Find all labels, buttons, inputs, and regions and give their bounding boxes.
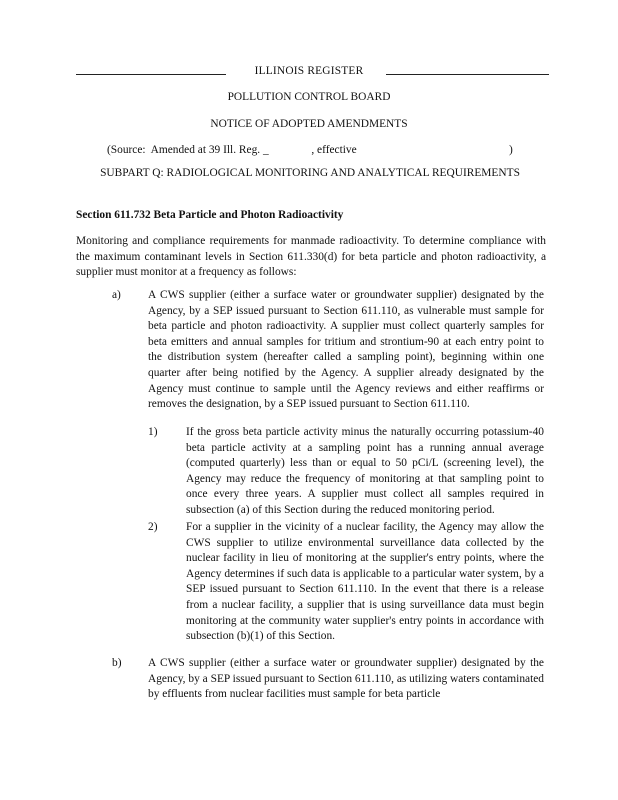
subsection-a-text: A CWS supplier (either a surface water or groundwater supplier) designated by the Agency, by a SEP issued pursuant to Section 611.110, as vulnerable must sample for beta particle and photon radioactivity. A supplier must collect quarterly samples for beta emitters and annual samples for tritium and strontium-90 at each entry point to the distribution system (hereafter called a sampling point), beginning within one quarter after being notified by the Agency. A supplier already designated by the Agency must continue to sample until the Agency reviews and either reaffirms or removes the designation, by a SEP issued pursuant to Section 611.110. bbox=[148, 289, 544, 411]
notice-title: NOTICE OF ADOPTED AMENDMENTS bbox=[210, 118, 408, 130]
item-2-text: For a supplier in the vicinity of a nuclear facility, the Agency may allow the CWS supplier to utilize environmental surveillance data collected by the nuclear facility in lieu of monitoring at the supplier's entry points, where the Agency determines if such data is applicable to a particular water system, by a SEP issued pursuant to Section 611.110. In the event that there is a release from a nuclear facility, a supplier that is using surveillance data must begin monitoring at the community water supplier's entry points in accordance with subsection (b)(1) of this Section. bbox=[186, 521, 544, 643]
subpart-heading: SUBPART Q: RADIOLOGICAL MONITORING AND ANALYTICAL REQUIREMENTS bbox=[100, 167, 520, 179]
item-2-label: 2) bbox=[148, 521, 158, 533]
item-1-text: If the gross beta particle activity minus the naturally occurring potassium-40 beta particle activity at a sampling point has a running annual average (computed quarterly) less than or equal to 50 pCi/L (screening level), the Agency may reduce the frequency of monitoring at that sampling point to once every three years. A supplier must collect all samples required in subsection (a) of this Section during the reduced monitoring period. bbox=[186, 426, 544, 516]
item-1-label: 1) bbox=[148, 426, 158, 438]
subsection-a-label: a) bbox=[112, 289, 121, 301]
subsection-b-label: b) bbox=[112, 657, 122, 669]
board-title: POLLUTION CONTROL BOARD bbox=[227, 91, 391, 103]
source-note: (Source: Amended at 39 Ill. Reg. _ , effective bbox=[107, 144, 357, 156]
register-title: ILLINOIS REGISTER bbox=[254, 65, 364, 77]
section-heading: Section 611.732 Beta Particle and Photon Radioactivity bbox=[76, 209, 344, 221]
intro-paragraph: Monitoring and compliance requirements for manmade radioactivity. To determine compliance with the maximum contaminant levels in Section 611.330(d) for beta particle and photon radioactivity, a supplier must monitor at a frequency as follows: bbox=[76, 235, 546, 279]
subsection-b-text: A CWS supplier (either a surface water or groundwater supplier) designated by the Agency, by a SEP issued pursuant to Section 611.110, as utilizing waters contaminated by effluents from nuclear facilities must sample for beta particle bbox=[148, 657, 544, 701]
source-note-close: ) bbox=[509, 144, 513, 156]
